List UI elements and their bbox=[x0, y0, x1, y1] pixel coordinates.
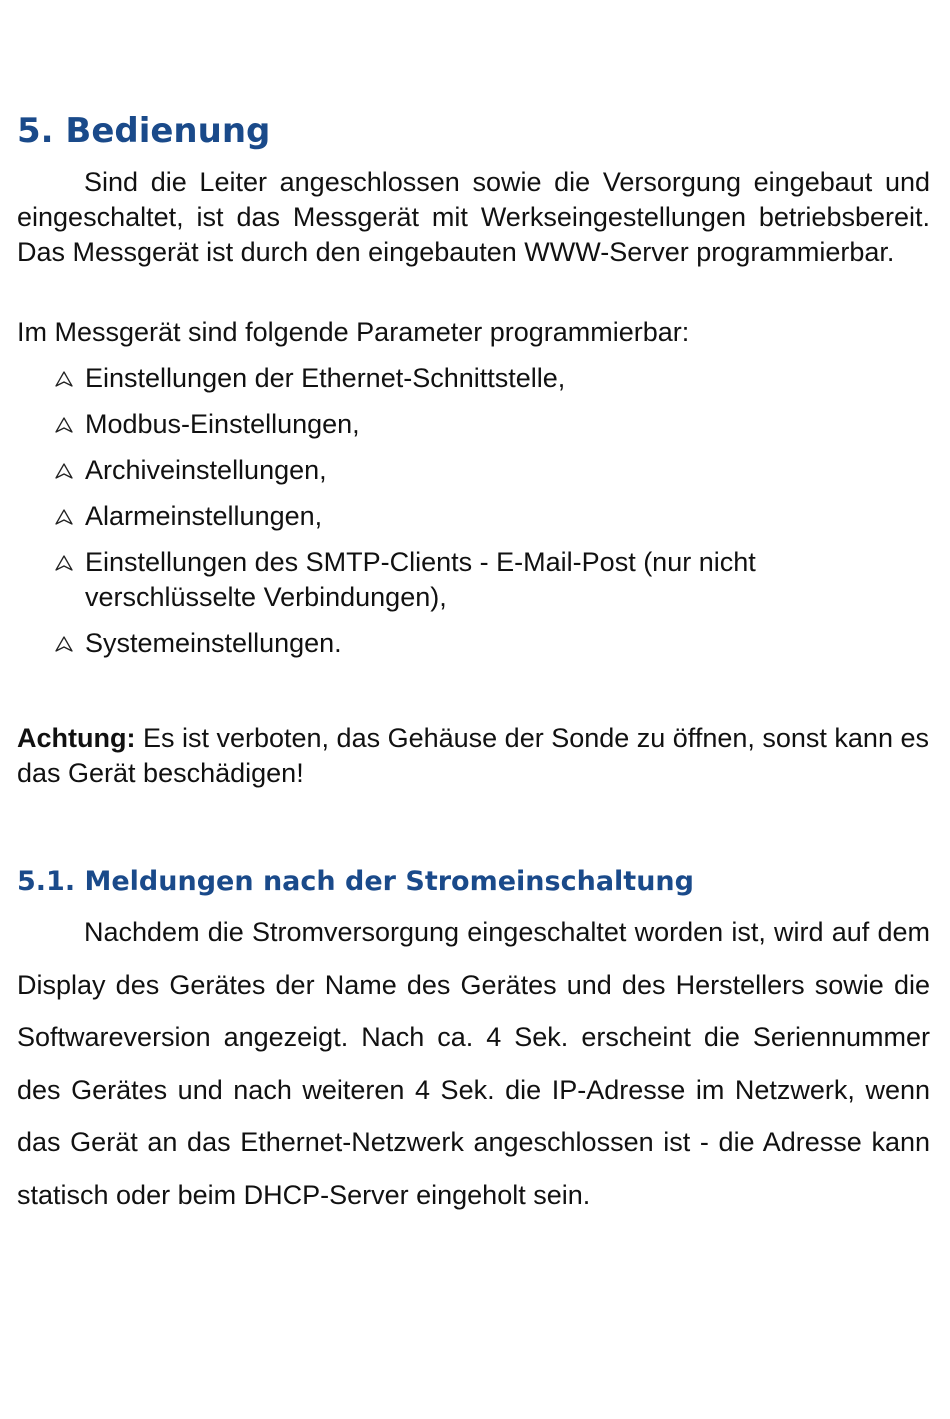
list-item-text: Alarmeinstellungen, bbox=[85, 501, 323, 531]
triangle-bullet-icon bbox=[54, 499, 74, 534]
section-heading: 5. Bedienung bbox=[17, 111, 271, 151]
list-item-text: Einstellungen des SMTP-Clients - E-Mail-Post (nur nicht verschlüsselte Verbindungen), bbox=[85, 547, 756, 612]
warning-text: Es ist verboten, das Gehäuse der Sonde zu öffnen, sonst kann es das Gerät beschädigen! bbox=[17, 723, 929, 788]
list-item bbox=[17, 545, 930, 615]
intro-paragraph: Sind die Leiter angeschlossen sowie die Versorgung eingebaut und eingeschaltet, ist das Messgerät mit Werkseingestellungen betriebsbereit. Das Messgerät ist durch den eingebauten WWW-Server programmierbar. bbox=[17, 167, 930, 267]
parameter-list bbox=[17, 361, 930, 672]
parameters-intro: Im Messgerät sind folgende Parameter programmierbar: bbox=[17, 317, 690, 347]
triangle-bullet-icon bbox=[54, 545, 74, 580]
list-item-text: Archiveinstellungen, bbox=[85, 455, 327, 485]
triangle-bullet-icon bbox=[54, 453, 74, 488]
warning-note bbox=[17, 721, 930, 791]
startup-messages-paragraph: Nachdem die Stromversorgung eingeschaltet worden ist, wird auf dem Display des Gerätes der Name des Gerätes und des Herstellers sowie die Softwareversion angezeigt. Nach ca. 4 Sek. erscheint die Seriennummer des Gerätes und nach weiteren 4 Sek. die IP-Adresse im Netzwerk, wenn das Gerät an das Ethernet-Netzwerk angeschlossen ist - die Adresse kann statisch oder beim DHCP-Server eingeholt sein. bbox=[17, 917, 930, 1210]
warning-label: Achtung: bbox=[17, 723, 136, 753]
triangle-bullet-icon bbox=[54, 361, 74, 396]
list-item bbox=[17, 626, 930, 661]
subsection-heading: 5.1. Meldungen nach der Stromeinschaltung bbox=[17, 866, 694, 897]
list-item-text: Systemeinstellungen. bbox=[85, 628, 342, 658]
list-item bbox=[17, 361, 930, 396]
list-item bbox=[17, 499, 930, 534]
list-item bbox=[17, 453, 930, 488]
list-item-text: Einstellungen der Ethernet-Schnittstelle, bbox=[85, 363, 566, 393]
list-item-text: Modbus-Einstellungen, bbox=[85, 409, 360, 439]
triangle-bullet-icon bbox=[54, 407, 74, 442]
list-item bbox=[17, 407, 930, 442]
triangle-bullet-icon bbox=[54, 626, 74, 661]
